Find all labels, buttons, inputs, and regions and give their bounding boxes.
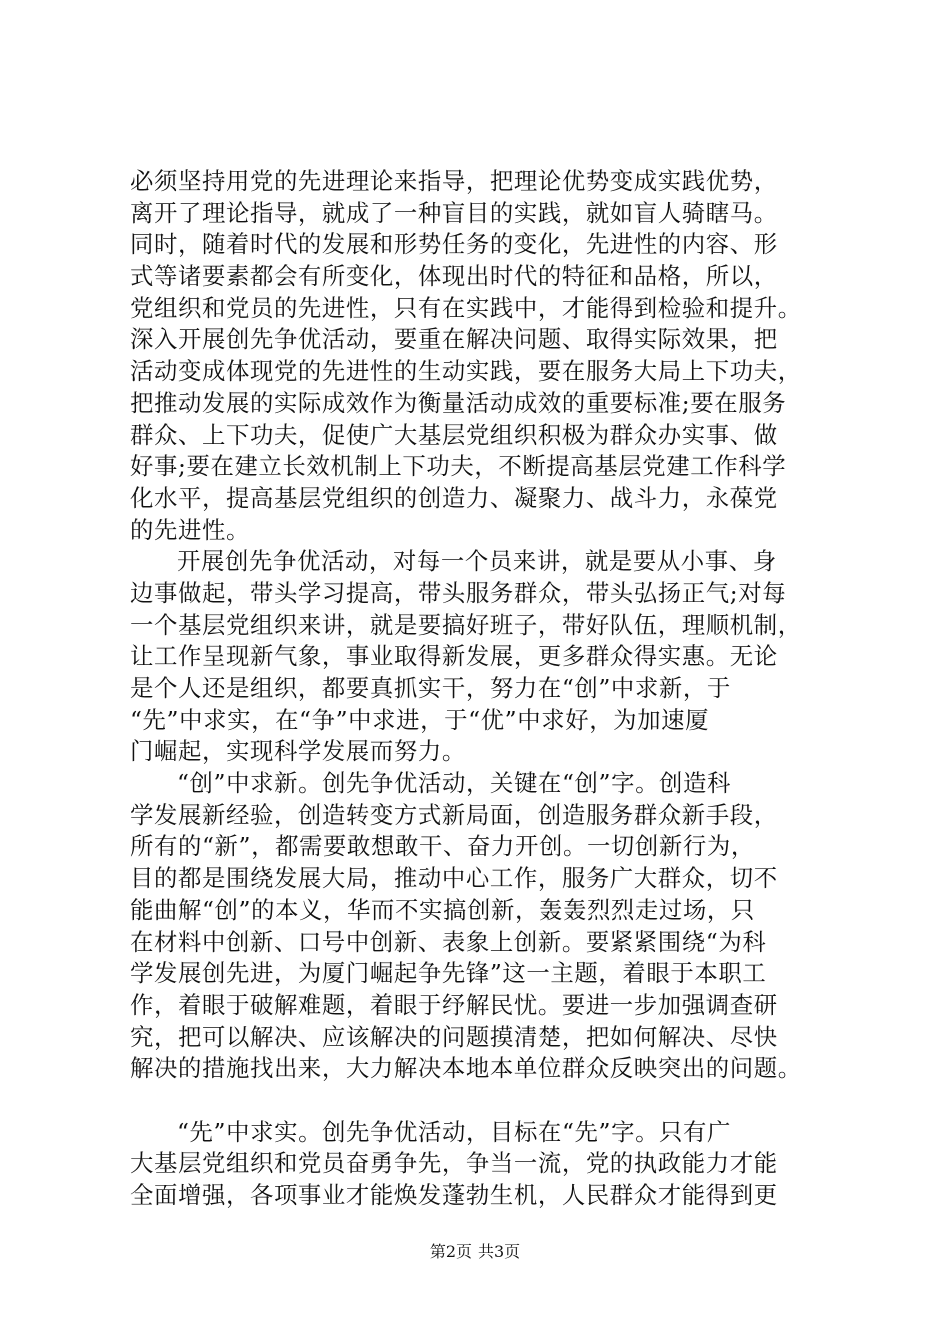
- text-line: 在材料中创新、口号中创新、表象上创新。要紧紧围绕“为科: [130, 927, 767, 956]
- text-line: 式等诸要素都会有所变化，体现出时代的特征和品格，所以，: [130, 262, 778, 291]
- text-line: 学发展新经验，创造转变方式新局面，创造服务群众新手段，: [130, 800, 778, 829]
- text-line: 解决的措施找出来，大力解决本地本单位群众反映突出的问题。: [130, 1054, 802, 1083]
- text-line: 大基层党组织和党员奋勇争先，争当一流，党的执政能力才能: [130, 1149, 778, 1178]
- text-line: 必须坚持用党的先进理论来指导，把理论优势变成实践优势，: [130, 167, 778, 195]
- page-number-total: 共3页: [478, 1242, 521, 1261]
- paragraph-2: [130, 546, 850, 768]
- text-line: 学发展创先进，为厦门崛起争先锋”这一主题，着眼于本职工: [130, 959, 767, 988]
- text-line: 活动变成体现党的先进性的生动实践，要在服务大局上下功夫，: [130, 357, 802, 386]
- text-line: 是个人还是组织，都要真抓实干，努力在“创”中求新，于: [130, 674, 731, 702]
- text-line: 一个基层党组织来讲，就是要搞好班子，带好队伍，理顺机制，: [130, 610, 802, 639]
- text-line: 能曲解“创”的本义，华而不实搞创新，轰轰烈烈走过场，只: [130, 895, 755, 924]
- text-line: 深入开展创先争优活动，要重在解决问题、取得实际效果，把: [130, 325, 778, 354]
- text-line: 化水平，提高基层党组织的创造力、凝聚力、战斗力，永葆党: [130, 483, 778, 512]
- text-line: 同时，随着时代的发展和形势任务的变化，先进性的内容、形: [130, 230, 778, 259]
- text-line: 究，把可以解决、应该解决的问题摸清楚，把如何解决、尽快: [130, 1022, 778, 1051]
- text-line: 目的都是围绕发展大局，推动中心工作，服务广大群众，切不: [130, 864, 778, 893]
- text-line: “创”中求新。创先争优活动，关键在“创”字。创造科: [177, 769, 732, 798]
- text-line: 党组织和党员的先进性，只有在实践中，才能得到检验和提升。: [130, 293, 802, 322]
- text-line: 的先进性。: [130, 515, 250, 544]
- paragraph-4: [130, 1117, 850, 1212]
- text-line: 作，着眼于破解难题，着眼于纾解民忧。要进一步加强调查研: [130, 990, 778, 1019]
- paragraph-spacer: [130, 1085, 850, 1117]
- text-line: 把推动发展的实际成效作为衡量活动成效的重要标准;要在服务: [130, 388, 787, 417]
- paragraph-3: [130, 768, 850, 1085]
- text-line: 边事做起，带头学习提高，带头服务群众，带头弘扬正气;对每: [130, 578, 787, 607]
- text-line: 全面增强，各项事业才能焕发蓬勃生机，人民群众才能得到更: [130, 1181, 778, 1209]
- text-line: 群众、上下功夫，促使广大基层党组织积极为群众办实事、做: [130, 420, 778, 449]
- text-line: 离开了理论指导，就成了一种盲目的实践，就如盲人骑瞎马。: [130, 198, 778, 227]
- page-footer: [0, 1242, 950, 1262]
- text-line: 好事;要在建立长效机制上下功夫，不断提高基层党建工作科学: [130, 452, 787, 481]
- text-line: “先”中求实。创先争优活动，目标在“先”字。只有广: [177, 1117, 732, 1146]
- text-line: 开展创先争优活动，对每一个员来讲，就是要从小事、身: [177, 547, 777, 576]
- paragraph-1: [130, 166, 850, 546]
- page-number-current: 第2页: [429, 1242, 472, 1261]
- document-body: [130, 166, 850, 1212]
- text-line: “先”中求实，在“争”中求进，于“优”中求好，为加速厦: [130, 705, 710, 734]
- text-line: 门崛起，实现科学发展而努力。: [130, 737, 466, 766]
- text-line: 所有的“新”，都需要敢想敢干、奋力开创。一切创新行为，: [130, 832, 755, 861]
- text-line: 让工作呈现新气象，事业取得新发展，更多群众得实惠。无论: [130, 642, 778, 671]
